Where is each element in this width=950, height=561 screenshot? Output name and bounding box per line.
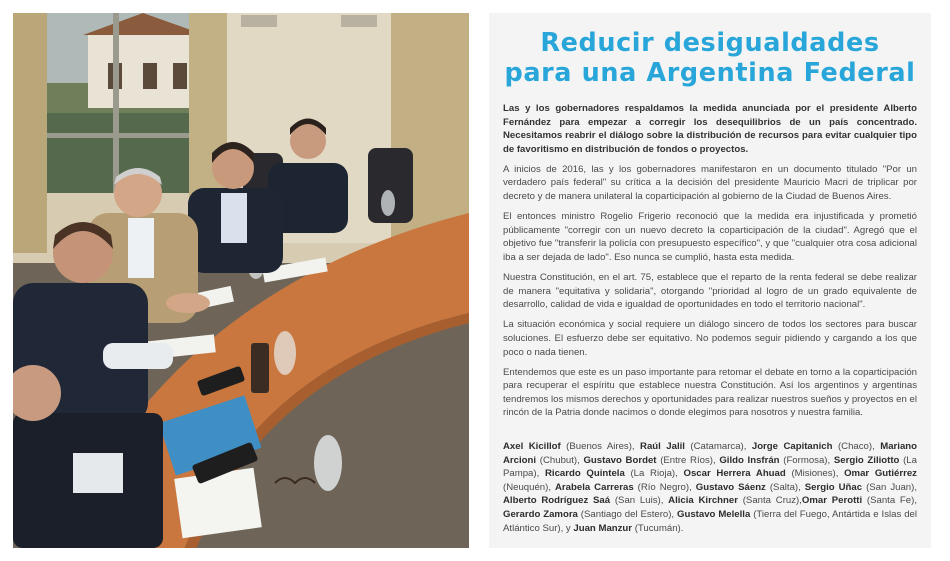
signer-name: Sergio Ziliotto [833,454,900,466]
signer-province: (La Rioja), [624,468,684,480]
signer-name: Gustavo Sáenz [695,481,766,493]
signer-province: (San Juan), [862,481,917,493]
signer-province: (Formosa), [779,454,834,466]
signer-province: (Santa Cruz), [737,495,802,507]
signer-province: (Tierra del Fuego, Antártida e Islas del Atlántico Sur), y [503,508,917,534]
paragraph-situation: La situación económica y social requiere un diálogo sincero de todos los sectores para buscar soluciones. El esfuerzo debe ser equitativo. No podemos seguir pidiendo y cargando a los que poco o nada tienen. [503,319,917,358]
signer-name: Gerardo Zamora [503,508,578,520]
document-title [503,28,917,88]
signer-name: Mariano Arcioni [503,440,918,466]
signer-name: Sergio Uñac [804,481,863,493]
signer-province: (Río Negro), [633,481,696,493]
signer-province: (Santa Fe), [862,495,917,507]
signer-province: (Entre Ríos), [656,454,720,466]
window [35,13,205,193]
signer-name: Alicia Kirchner [668,495,738,507]
paragraph-lead: Las y los gobernadores respaldamos la medida anunciada por el presidente Alberto Fernández para empezar a corregir los desequilibrios de un país concentrado. Necesitamos reabrir el diálogo sobre la distribución de recursos para evitar cualquier tipo de favoritismo en distribución de fondos o proyectos. [503,103,917,155]
signer-province: (Chaco), [832,440,881,452]
signer-name: Oscar Herrera Ahuad [683,468,786,480]
signer-province: (Chubut), [536,454,584,466]
signer-name: Raúl Jalil [640,440,685,452]
paragraph-constitution: Nuestra Constitución, en el art. 75, establece que el reparto de la renta federal se debe realizar de manera "equitativa y solidaria", otorgando "prioridad al logro de un grado equivalente de desarrollo, calidad de vida e igualdad de oportunidades en todo el territorio nacional". [503,272,917,311]
signer-province: (La Pampa), [503,454,917,480]
signer-name: Arabela Carreras [555,481,634,493]
signer-name: Gildo Insfrán [719,454,780,466]
meeting-scene-illustration [13,13,469,548]
signer-name: Juan Manzur [573,522,633,534]
signer-province: (Neuquén), [503,481,555,493]
statement-document [489,13,931,548]
signer-province: (Tucumán). [632,522,684,534]
signer-province: (Buenos Aires), [560,440,641,452]
document-title-line-1: Reducir desigualdades [540,28,880,58]
signer-name: Omar Perotti [801,495,863,507]
meeting-photo [13,13,469,548]
signer-province: (Catamarca), [684,440,752,452]
signer-name: Gustavo Melella [677,508,751,520]
signer-province: (San Luis), [610,495,669,507]
paragraph-closing: Entendemos que este es un paso importante para retomar el debate en torno a la coparticipación para recuperar el espíritu que establece nuestra Constitución. Así los argentinos y argentinas tendremos los mismos derechos y oportunidades para realizar nuestros sueños y proyectos en el rincón de la Patria donde nacimos o donde elegimos para nosotros y nuestra familia. [503,366,917,419]
signer-name: Gustavo Bordet [583,454,657,466]
signers-list [503,440,917,535]
signer-province: (Misiones), [785,468,845,480]
signer-name: Alberto Rodríguez Saá [503,495,611,507]
signer-name: Axel Kicillof [503,440,561,452]
curtain-left [13,13,47,253]
signer-name: Ricardo Quintela [544,468,625,480]
signer-name: Jorge Capitanich [751,440,833,452]
signer-province: (Santiago del Estero), [577,508,678,520]
signer-name: Omar Gutiérrez [844,468,917,480]
document-title-line-2: para una Argentina Federal [504,58,916,88]
paragraph-frigerio: El entonces ministro Rogelio Frigerio reconoció que la medida era injustificada y prometió públicamente "corregir con un nuevo decreto la coparticipación de la ciudad". Agregó que el objetivo fue "transferir la policía con presupuesto específico", y que "cualquier otra cosa adicional iba a ser dejada de lado". Eso nunca se cumplió, hasta esta medida. [503,211,917,263]
signer-province: (Salta), [765,481,805,493]
paragraph-2016: A inicios de 2016, las y los gobernadores manifestaron en un documento titulado "Por un verdadero país federal" su crítica a la decisión del presidente Mauricio Macri de triplicar por decreto y de manera unilateral la coparticipación al gobierno de la Ciudad de Buenos Aires. [503,163,917,203]
